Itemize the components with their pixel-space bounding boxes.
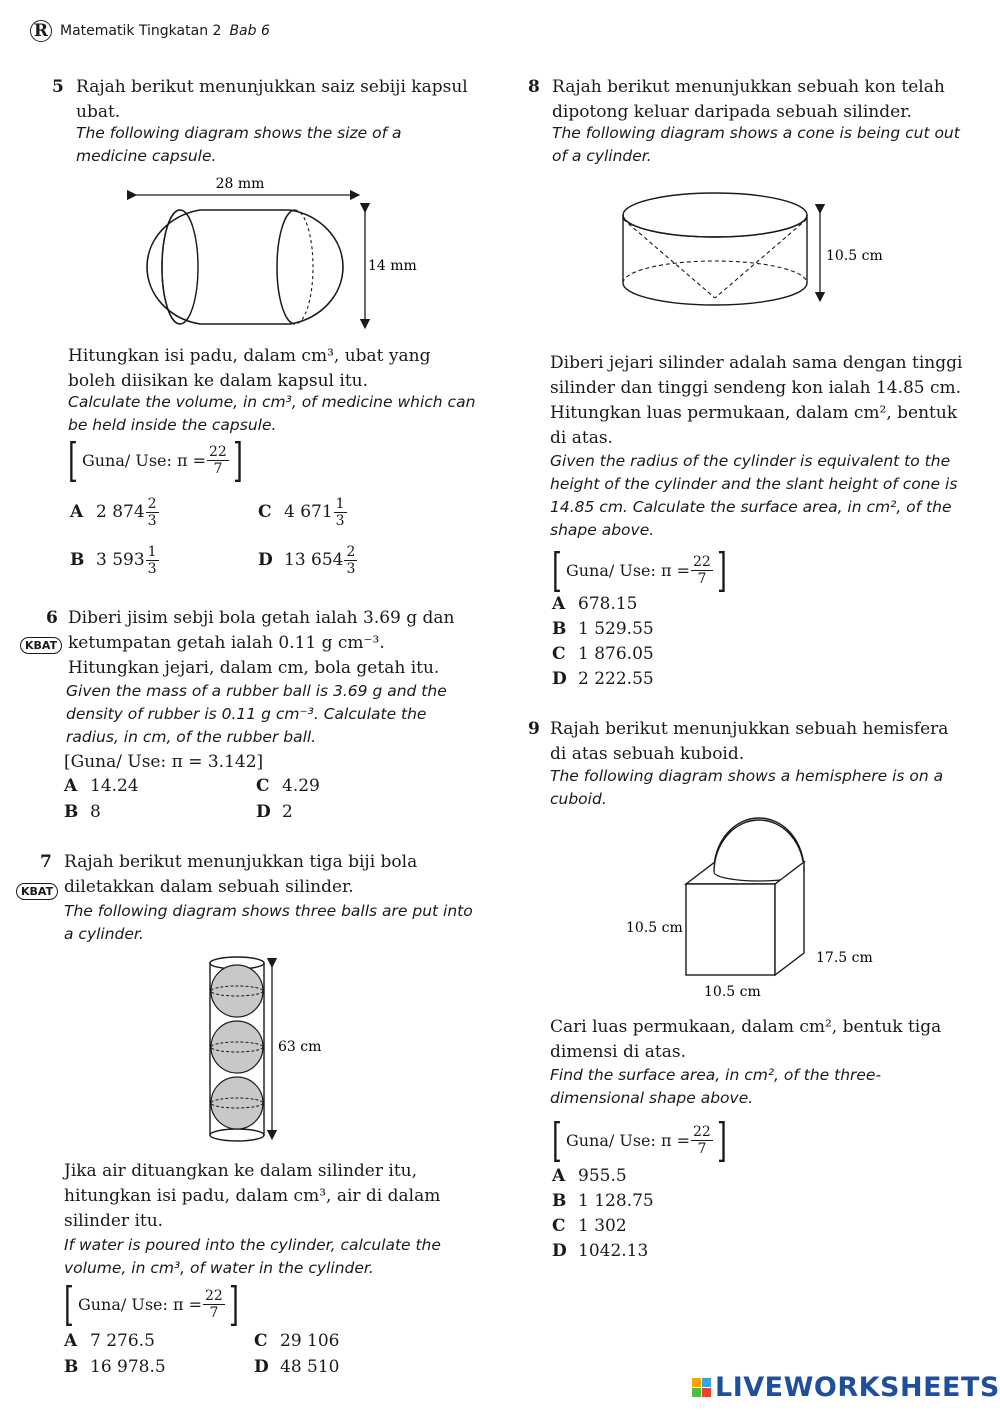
liveworksheets-logo-icon	[692, 1378, 711, 1397]
q5-question-malay: Hitungkan isi padu, dalam cm³, ubat yang boleh diisikan ke dalam kapsul itu.	[68, 346, 431, 391]
q7-option-c[interactable]: C 29 106	[254, 1331, 340, 1351]
q9-use-pi: [ Guna/ Use: π = $\frac{22}{7}$ ]	[552, 1113, 727, 1167]
q5-question-english: Calculate the volume, in cm³, of medicine which can be held inside the capsule.	[68, 393, 476, 434]
q8-cone-side-left	[623, 219, 715, 298]
q6-option-a[interactable]: A 14.24	[64, 776, 139, 796]
q5-capsule-outline	[147, 210, 343, 324]
q6-option-c[interactable]: C 4.29	[256, 776, 320, 796]
q7-question-malay: Jika air dituangkan ke dalam silinder itu, hitungkan isi padu, dalam cm³, air di dalam silinder itu.	[64, 1161, 441, 1231]
q8-option-b[interactable]: B 1 529.55	[552, 619, 654, 639]
q5-capsule-diagram	[110, 170, 440, 330]
q8-question-malay: Diberi jejari silinder adalah sama dengan tinggi silinder dan tinggi sendeng kon ialah 14.85 cm. Hitungkan luas permukaan, dalam cm², bentuk di atas.	[550, 353, 963, 448]
q9-option-b[interactable]: B 1 128.75	[552, 1191, 654, 1211]
q5-option-a[interactable]: A 2 874 $\frac{2}{3}$	[70, 496, 157, 529]
q9-number: 9	[528, 719, 540, 739]
header-title: Matematik Tingkatan 2	[60, 23, 222, 39]
q6-option-d[interactable]: D 2	[256, 802, 293, 822]
q6-english: Given the mass of a rubber ball is 3.69 g and the density of rubber is 0.11 g cm⁻³. Calculate the radius, in cm, of the rubber ball.	[66, 682, 447, 746]
q7-ball-1	[211, 965, 263, 1017]
q5-option-b[interactable]: B 3 593 $\frac{1}{3}$	[70, 544, 157, 577]
q5-use-pi: [ Guna/ Use: π = $\frac{22}{7}$ ]	[68, 433, 243, 487]
q9-cuboid-front	[686, 884, 775, 975]
q7-option-a[interactable]: A 7 276.5	[64, 1331, 155, 1351]
q8-use-pi: [ Guna/ Use: π = $\frac{22}{7}$ ]	[552, 543, 727, 597]
q8-english: The following diagram shows a cone is being cut out of a cylinder.	[552, 124, 960, 165]
q8-option-a[interactable]: A 678.15	[552, 594, 638, 614]
q9-height-label: 10.5 cm	[626, 920, 683, 936]
q5-number: 5	[52, 77, 64, 97]
q5-malay: Rajah berikut menunjukkan saiz sebiji kapsul ubat.	[76, 77, 468, 122]
q7-height-label: 63 cm	[278, 1039, 322, 1055]
q7-english: The following diagram shows three balls are put into a cylinder.	[64, 902, 473, 943]
q7-kbat-badge: KBAT	[16, 883, 58, 900]
q7-ball-2	[211, 1021, 263, 1073]
header-chapter: Bab 6	[229, 23, 270, 39]
q6-option-b[interactable]: B 8	[64, 802, 101, 822]
q6-malay: Diberi jisim sebji bola getah ialah 3.69 g dan ketumpatan getah ialah 0.11 g cm⁻³. Hitungkan jejari, dalam cm, bola getah itu.	[68, 608, 455, 678]
q5-option-d[interactable]: D 13 654 $\frac{2}{3}$	[258, 544, 356, 577]
q5-length-label: 28 mm	[215, 176, 265, 192]
q8-height-label: 10.5 cm	[826, 248, 883, 264]
q8-option-c[interactable]: C 1 876.05	[552, 644, 654, 664]
q8-cone-side-right	[715, 219, 807, 298]
q8-question-english: Given the radius of the cylinder is equivalent to the height of the cylinder and the slant height of cone is 14.85 cm. Calculate the surface area, in cm², of the shape above.	[550, 452, 958, 539]
q7-option-b[interactable]: B 16 978.5	[64, 1357, 166, 1377]
q7-use-pi: [ Guna/ Use: π = $\frac{22}{7}$ ]	[64, 1277, 239, 1331]
q9-width-label: 10.5 cm	[704, 984, 761, 1000]
q7-question-english: If water is poured into the cylinder, calculate the volume, in cm³, of water in the cylinder.	[64, 1236, 441, 1277]
q8-option-d[interactable]: D 2 222.55	[552, 669, 654, 689]
q7-malay: Rajah berikut menunjukkan tiga biji bola diletakkan dalam sebuah silinder.	[64, 852, 418, 897]
q9-option-c[interactable]: C 1 302	[552, 1216, 627, 1236]
q8-number: 8	[528, 77, 540, 97]
q6-number: 6	[46, 608, 58, 628]
q7-ball-3	[211, 1077, 263, 1129]
q8-malay: Rajah berikut menunjukkan sebuah kon telah dipotong keluar daripada sebuah silinder.	[552, 77, 945, 122]
page-header	[30, 20, 270, 42]
q5-english: The following diagram shows the size of a medicine capsule.	[76, 124, 402, 165]
q9-option-a[interactable]: A 955.5	[552, 1166, 627, 1186]
q9-question-english: Find the surface area, in cm², of the three-dimensional shape above.	[550, 1066, 882, 1107]
q6-use-pi: [Guna/ Use: π = 3.142]	[64, 752, 264, 772]
q9-depth-label: 17.5 cm	[816, 950, 873, 966]
q6-kbat-badge: KBAT	[20, 637, 62, 654]
liveworksheets-wordmark: LIVEWORKSHEETS	[715, 1372, 1000, 1403]
q7-option-d[interactable]: D 48 510	[254, 1357, 340, 1377]
q9-hemisphere-cuboid-diagram	[620, 810, 890, 1005]
q9-english: The following diagram shows a hemisphere is on a cuboid.	[550, 767, 944, 808]
q5-height-label: 14 mm	[368, 258, 417, 274]
q9-question-malay: Cari luas permukaan, dalam cm², bentuk tiga dimensi di atas.	[550, 1017, 942, 1062]
footer-brand	[692, 1372, 1000, 1403]
publisher-logo: R	[30, 20, 52, 42]
q9-option-d[interactable]: D 1042.13	[552, 1241, 649, 1261]
q9-malay: Rajah berikut menunjukkan sebuah hemisfera di atas sebuah kuboid.	[550, 719, 949, 764]
q8-cone-cylinder-diagram	[610, 185, 910, 325]
q5-option-c[interactable]: C 4 671 $\frac{1}{3}$	[258, 496, 345, 529]
q7-cylinder-diagram	[200, 955, 360, 1145]
q7-number: 7	[40, 852, 52, 872]
